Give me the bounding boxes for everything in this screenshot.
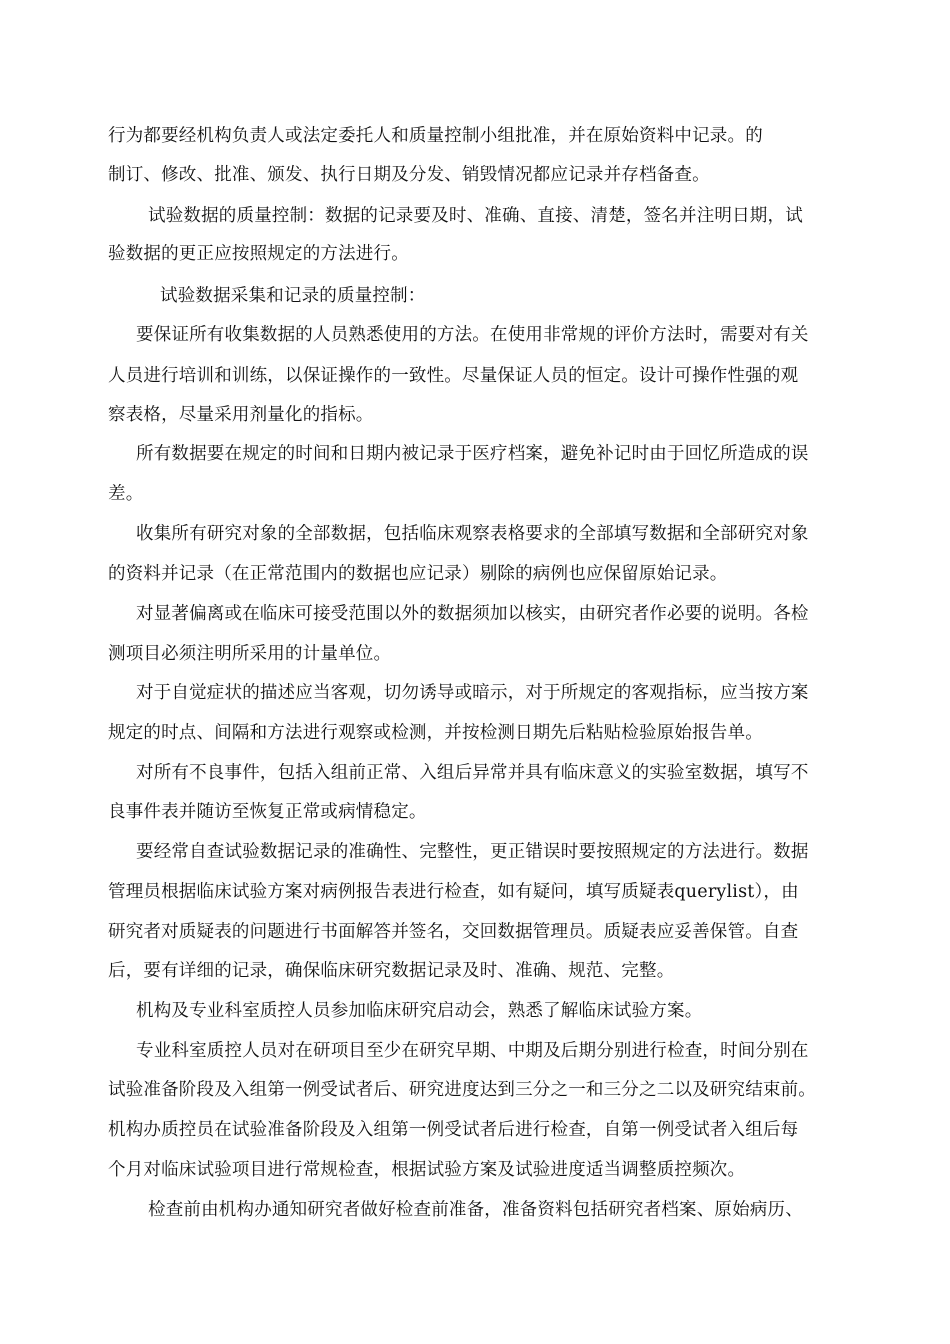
text-line: 研究者对质疑表的问题进行书面解答并签名，交回数据管理员。质疑表应妥善保管。自查 (108, 922, 799, 942)
text-line: 制订、修改、批准、颁发、执行日期及分发、销毁情况都应记录并存档备查。 (108, 165, 710, 185)
text-line: 测项目必须注明所采用的计量单位。 (108, 644, 392, 664)
section-heading: 试验数据采集和记录的质量控制： (160, 286, 426, 306)
text-line: 良事件表并随访至恢复正常或病情稳定。 (108, 802, 427, 822)
text-line: 试验准备阶段及入组第一例受试者后、研究进度达到三分之一和三分之二以及研究结束前。 (108, 1080, 816, 1100)
text-line: 对显著偏离或在临床可接受范围以外的数据须加以核实，由研究者作必要的说明。各检 (136, 604, 809, 624)
text-line: 机构及专业科室质控人员参加临床研究启动会，熟悉了解临床试验方案。 (136, 1001, 703, 1021)
text-line: 要保证所有收集数据的人员熟悉使用的方法。在使用非常规的评价方法时，需要对有关 (136, 325, 809, 345)
text-line: 专业科室质控人员对在研项目至少在研究早期、中期及后期分别进行检查，时间分别在 (136, 1041, 809, 1061)
text-line: 察表格，尽量采用剂量化的指标。 (108, 405, 374, 425)
text-line: 收集所有研究对象的全部数据，包括临床观察表格要求的全部填写数据和全部研究对象 (136, 524, 809, 544)
text-line: 要经常自查试验数据记录的准确性、完整性，更正错误时要按照规定的方法进行。数据 (136, 842, 809, 862)
text-line: 验数据的更正应按照规定的方法进行。 (108, 244, 409, 264)
text-line: 人员进行培训和训练，以保证操作的一致性。尽量保证人员的恒定。设计可操作性强的观 (108, 366, 799, 386)
text-line: 的资料并记录（在正常范围内的数据也应记录）剔除的病例也应保留原始记录。 (108, 564, 728, 584)
text-line: 机构办质控员在试验准备阶段及入组第一例受试者后进行检查，自第一例受试者入组后每 (108, 1120, 799, 1140)
text-line: 规定的时点、间隔和方法进行观察或检测，并按检测日期先后粘贴检验原始报告单。 (108, 723, 763, 743)
text-line: 对所有不良事件，包括入组前正常、入组后异常并具有临床意义的实验室数据，填写不 (136, 763, 809, 783)
text-line: 行为都要经机构负责人或法定委托人和质量控制小组批准，并在原始资料中记录。的 (108, 126, 763, 146)
text-line: 试验数据的质量控制：数据的记录要及时、准确、直接、清楚，签名并注明日期，试 (148, 206, 803, 226)
text-line: 后，要有详细的记录，确保临床研究数据记录及时、准确、规范、完整。 (108, 961, 675, 981)
text-line: 所有数据要在规定的时间和日期内被记录于医疗档案，避免补记时由于回忆所造成的误 (136, 444, 809, 464)
text-line: 差。 (108, 484, 144, 504)
text-line: 对于自觉症状的描述应当客观，切勿诱导或暗示，对于所规定的客观指标，应当按方案 (136, 683, 809, 703)
text-line: 个月对临床试验项目进行常规检查，根据试验方案及试验进度适当调整质控频次。 (108, 1160, 746, 1180)
text-line: 检查前由机构办通知研究者做好检查前准备，准备资料包括研究者档案、原始病历、 (148, 1200, 803, 1220)
text-line: 管理员根据临床试验方案对病例报告表进行检查，如有疑问，填写质疑表querylist），由 (108, 882, 799, 902)
